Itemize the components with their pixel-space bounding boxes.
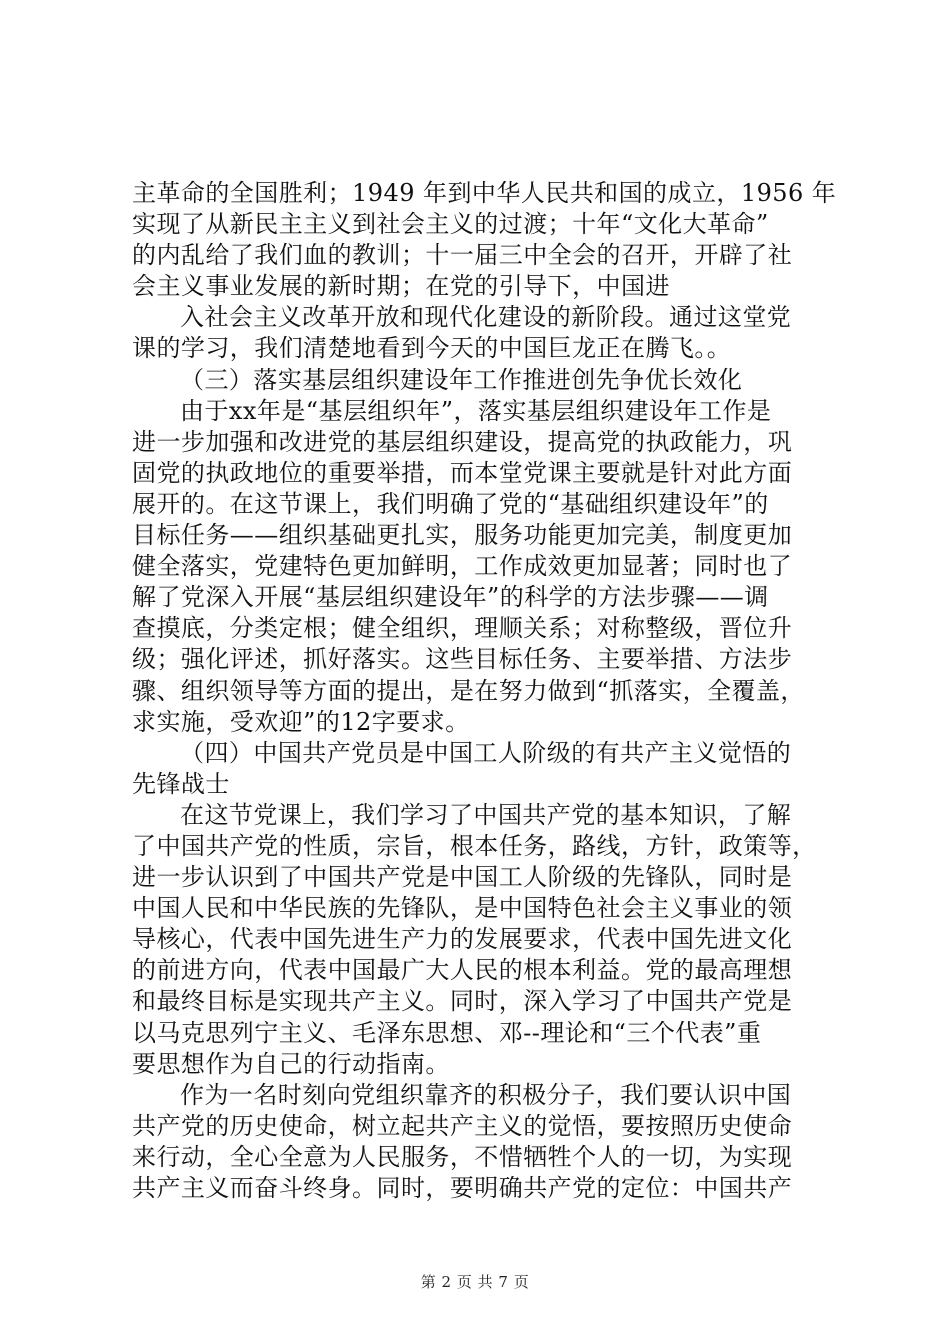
text-line: 先锋战士	[132, 769, 230, 798]
text-line: 导核心，代表中国先进生产力的发展要求，代表中国先进文化	[132, 925, 793, 954]
text-line: 进一步认识到了中国共产党是中国工人阶级的先锋队，同时是	[132, 863, 793, 892]
text-line: （四）中国共产党员是中国工人阶级的有共产主义觉悟的	[180, 738, 792, 767]
text-line: 以马克思列宁主义、毛泽东思想、邓--理论和“三个代表”重	[132, 1018, 762, 1047]
text-line: 作为一名时刻向党组织靠齐的积极分子，我们要认识中国	[180, 1080, 792, 1109]
text-line: 的前进方向，代表中国最广大人民的根本利益。党的最高理想	[132, 956, 793, 985]
text-line: 共产党的历史使命，树立起共产主义的觉悟，要按照历史使命	[132, 1111, 793, 1140]
text-line: 查摸底，分类定根；健全组织，理顺关系；对称整级，晋位升	[132, 614, 793, 643]
text-line: 和最终目标是实现共产主义。同时，深入学习了中国共产党是	[132, 987, 793, 1016]
text-line: 由于xx年是“基层组织年”，落实基层组织建设年工作是	[180, 396, 772, 425]
page-footer: 第 2 页 共 7 页	[420, 1273, 530, 1291]
text-line: 求实施，受欢迎”的12字要求。	[132, 707, 470, 736]
text-line: 固党的执政地位的重要举措，而本堂党课主要就是针对此方面	[132, 458, 793, 487]
text-line: （三）落实基层组织建设年工作推进创先争优长效化	[180, 365, 743, 394]
text-line: 在这节党课上，我们学习了中国共产党的基本知识，了解	[180, 800, 792, 829]
text-line: 会主义事业发展的新时期；在党的引导下，中国进	[132, 272, 670, 301]
text-line: 目标任务——组织基础更扎实，服务功能更加完美，制度更加	[132, 521, 793, 550]
text-line: 入社会主义改革开放和现代化建设的新阶段。通过这堂党	[180, 303, 792, 332]
text-line: 来行动，全心全意为人民服务，不惜牺牲个人的一切，为实现	[132, 1142, 793, 1171]
text-line: 展开的。在这节课上，我们明确了党的“基础组织建设年”的	[132, 489, 769, 518]
text-line: 共产主义而奋斗终身。同时，要明确共产党的定位：中国共产	[132, 1174, 793, 1202]
text-line: 主革命的全国胜利；1949 年到中华人民共和国的成立，1956 年	[132, 179, 837, 207]
text-line: 进一步加强和改进党的基层组织建设，提高党的执政能力，巩	[132, 427, 793, 456]
text-line: 要思想作为自己的行动指南。	[132, 1049, 450, 1078]
text-line: 实现了从新民主主义到社会主义的过渡；十年“文化大革命”	[132, 210, 769, 239]
text-line: 中国人民和中华民族的先锋队，是中国特色社会主义事业的领	[132, 894, 793, 923]
text-line: 课的学习，我们清楚地看到今天的中国巨龙正在腾飞。。	[132, 334, 732, 363]
text-line: 级；强化评述，抓好落实。这些目标任务、主要举措、方法步	[132, 645, 793, 674]
text-line: 了中国共产党的性质，宗旨，根本任务，路线，方针，政策等，	[132, 831, 817, 860]
text-line: 解了党深入开展“基层组织建设年”的科学的方法步骤——调	[132, 583, 769, 612]
text-line: 骤、组织领导等方面的提出，是在努力做到“抓落实，全覆盖，	[132, 676, 805, 705]
document-body	[132, 178, 837, 1204]
text-line: 的内乱给了我们血的教训；十一届三中全会的召开，开辟了社	[132, 241, 793, 270]
text-line: 健全落实，党建特色更加鲜明，工作成效更加显著；同时也了	[132, 552, 793, 581]
